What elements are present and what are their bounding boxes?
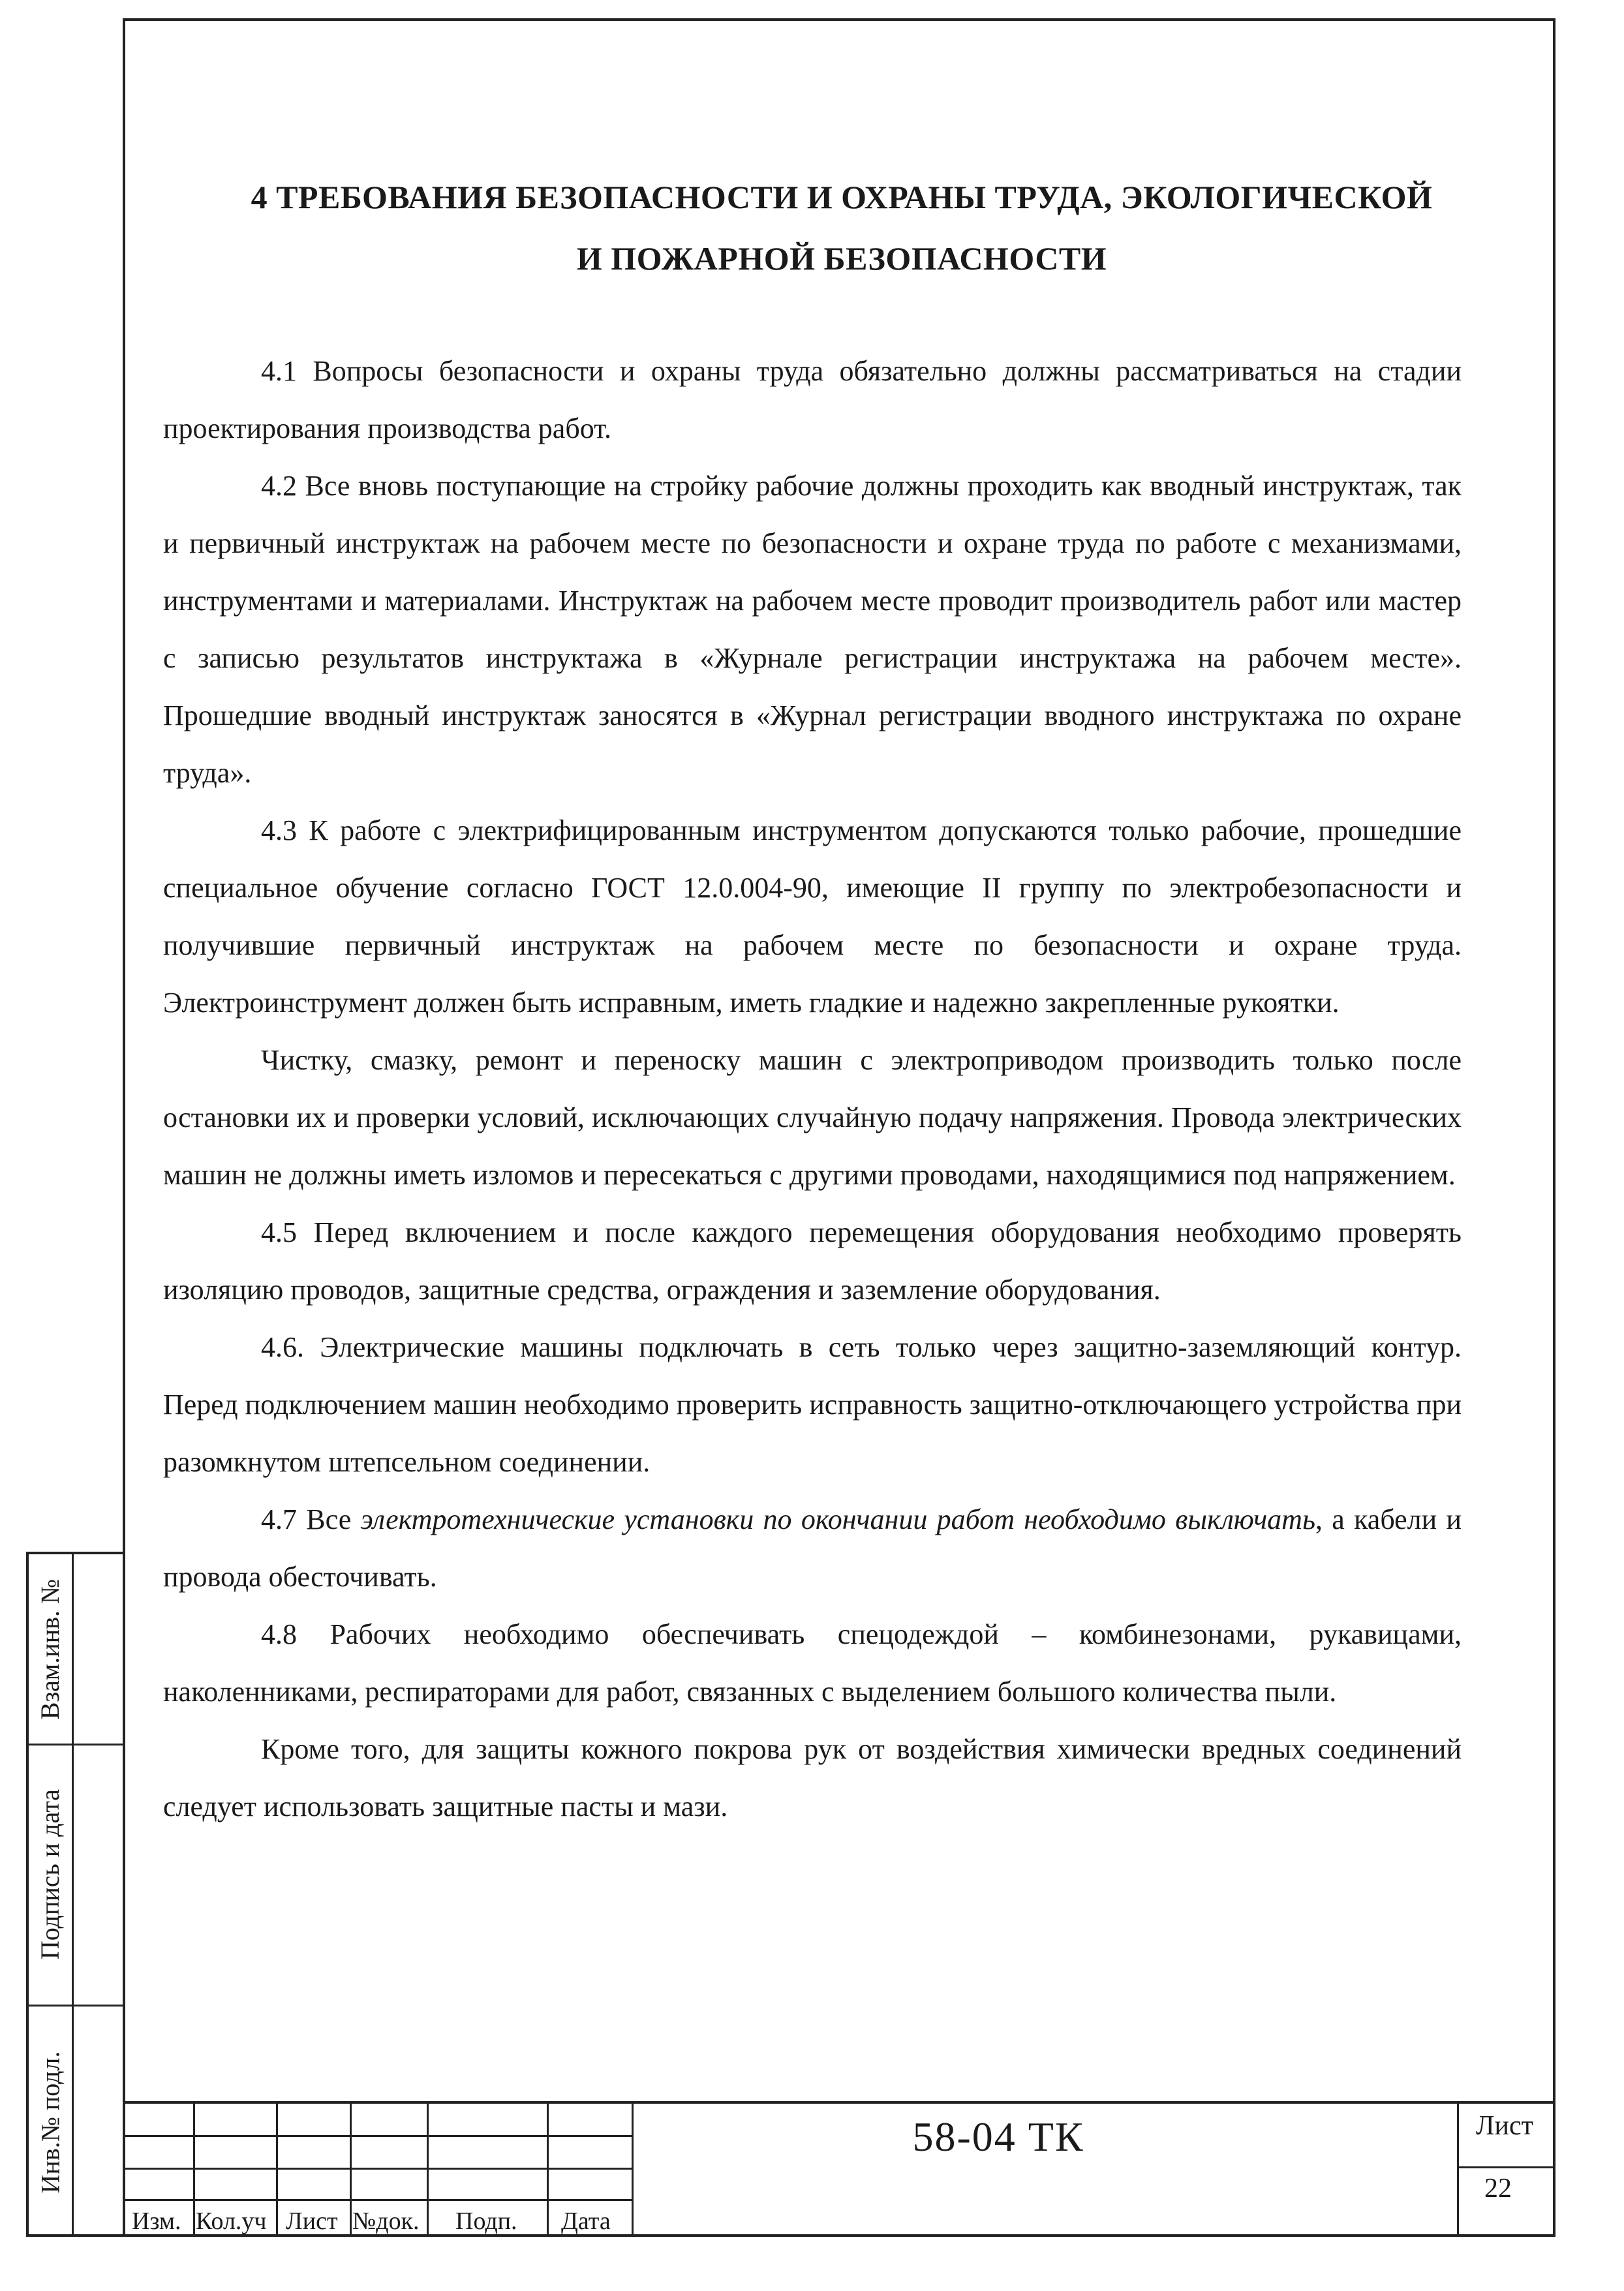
paragraph-4-7-start: 4.7 Все bbox=[261, 1503, 361, 1535]
paragraph-4-6: 4.6. Электрические машины подключать в сеть только через защитно-заземляющий контур. Перед подключением машин необходимо проверить исправность защитно-отключающего устройства при разомкнутом штепсельном соединении. bbox=[163, 1331, 1462, 1478]
stamp-label-izm: Изм. bbox=[132, 2207, 181, 2235]
paragraph-4-3: 4.3 К работе с электрифицированным инструментом допускаются только рабочие, прошедшие специальное обучение согласно ГОСТ 12.0.004-90, имеющие II группу по электробезопасности и получившие первичный инструктаж на рабочем месте по безопасности и охране труда. Электроинструмент должен быть исправным, иметь гладкие и надежно закрепленные рукоятки. bbox=[163, 814, 1462, 1019]
stamp-col-line bbox=[632, 2104, 634, 2237]
stamp-row-line bbox=[123, 2135, 632, 2137]
paragraph-maintenance: Чистку, смазку, ремонт и переноску машин с электроприводом производить только после остановки их и проверки условий, исключающих случайную подачу напряжения. Провода электрических машин не должны иметь изломов и пересекаться с другими проводами, находящимися под напряжением. bbox=[163, 1044, 1462, 1191]
stamp-col-line bbox=[193, 2104, 195, 2237]
paragraph-4-8: 4.8 Рабочих необходимо обеспечивать спецодеждой – комбинезонами, рукавицами, наколенниками, респираторами для работ, связанных с выделением большого количества пыли. bbox=[163, 1618, 1462, 1708]
paragraph-4-7-end: , а кабели и провода обесточивать. bbox=[163, 1503, 1462, 1593]
section-title-line-2: И ПОЖАРНОЙ БЕЗОПАСНОСТИ bbox=[576, 240, 1107, 277]
stamp-col-line bbox=[276, 2104, 278, 2237]
section-title-line-1: 4 ТРЕБОВАНИЯ БЕЗОПАСНОСТИ И ОХРАНЫ ТРУДА, ЭКОЛОГИЧЕСКОЙ bbox=[251, 179, 1433, 215]
stamp-row-line bbox=[123, 2168, 632, 2170]
side-strip-divider bbox=[72, 1554, 74, 2234]
paragraph-skin-protection: Кроме того, для защиты кожного покрова рук от воздействия химически вредных соединений следует использовать защитные пасты и мази. bbox=[163, 1733, 1462, 1822]
stamp-label-data: Дата bbox=[561, 2207, 611, 2235]
stamp-col-line bbox=[350, 2104, 352, 2237]
stamp-col-line bbox=[427, 2104, 429, 2237]
document-body bbox=[163, 343, 1462, 1836]
side-label-original-inv: Инв.№ подл. bbox=[35, 2051, 65, 2193]
side-label-replacement-inv: Взам.инв. № bbox=[35, 1578, 65, 1719]
paragraph-4-1: 4.1 Вопросы безопасности и охраны труда обязательно должны рассматриваться на стадии проектирования производства работ. bbox=[163, 355, 1462, 444]
stamp-label-podp: Подп. bbox=[455, 2207, 517, 2235]
stamp-row-line bbox=[123, 2199, 632, 2201]
paragraph-4-2: 4.2 Все вновь поступающие на стройку рабочие должны проходить как вводный инструктаж, так и первичный инструктаж на рабочем месте по безопасности и охране труда по работе с механизмами, инструментами и материалами. Инструктаж на рабочем месте проводит производитель работ или мастер с записью результатов инструктажа в «Журнале регистрации инструктажа на рабочем месте». Прошедшие вводный инструктаж заносятся в «Журнал регистрации вводного инструктажа по охране труда». bbox=[163, 470, 1462, 789]
section-title bbox=[196, 166, 1488, 289]
paragraph-4-7 bbox=[163, 1491, 1462, 1606]
sheet-number: 22 bbox=[1484, 2174, 1512, 2204]
document-code: 58-04 ТК bbox=[912, 2114, 1084, 2160]
paragraph-4-7-italic: электротехнические установки по окончании работ необходимо выключать bbox=[360, 1503, 1315, 1535]
stamp-col-line bbox=[547, 2104, 549, 2237]
paragraph-4-5: 4.5 Перед включением и после каждого перемещения оборудования необходимо проверять изоляцию проводов, защитные средства, ограждения и заземление оборудования. bbox=[163, 1216, 1462, 1306]
stamp-label-kol: Кол.уч bbox=[196, 2207, 267, 2235]
stamp-label-ndok: №док. bbox=[352, 2207, 420, 2235]
stamp-row-line bbox=[1457, 2166, 1555, 2168]
stamp-label-list: Лист bbox=[286, 2207, 338, 2235]
side-approval-strip bbox=[26, 1552, 123, 2237]
sheet-label: Лист bbox=[1476, 2111, 1533, 2141]
side-label-signature-date: Подпись и дата bbox=[35, 1789, 65, 1960]
stamp-col-line bbox=[1457, 2104, 1459, 2237]
